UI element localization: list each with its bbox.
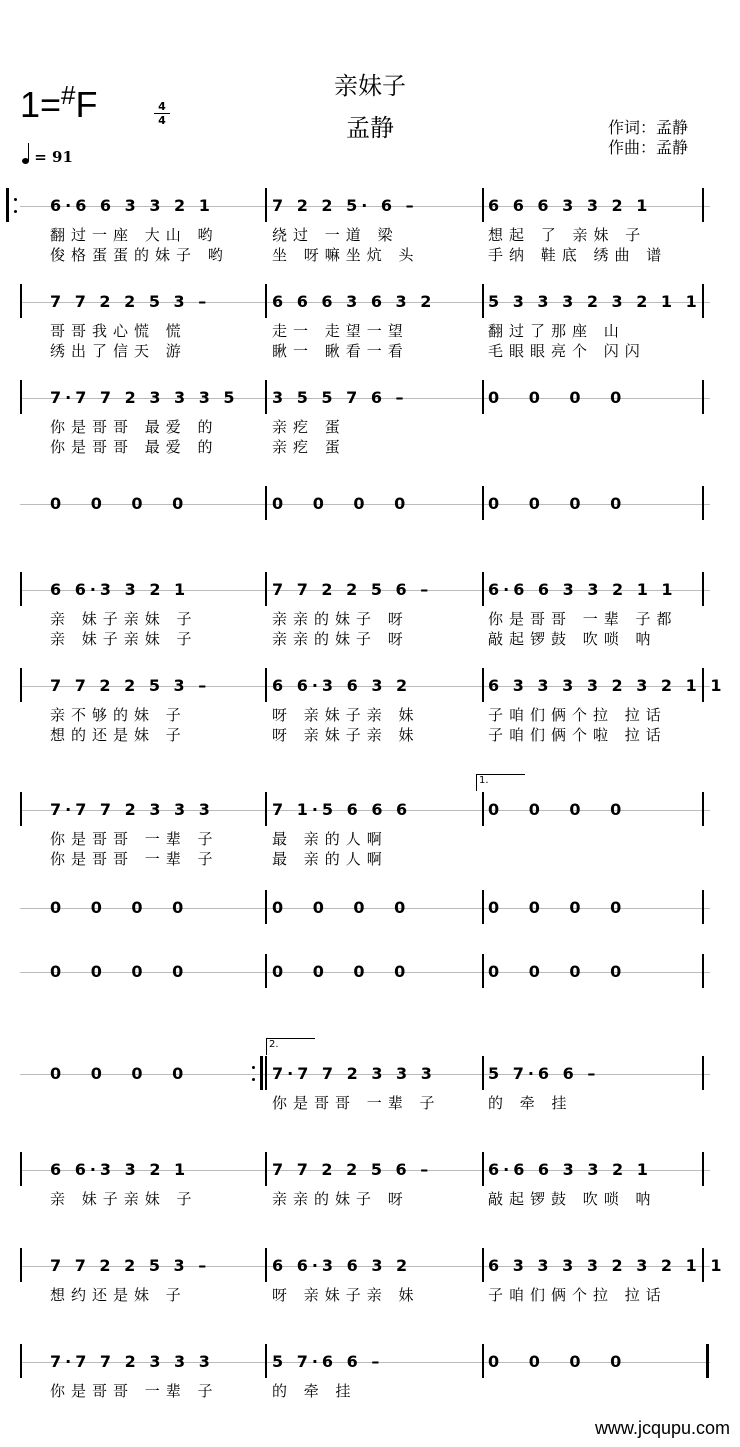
bar-line <box>265 1344 267 1378</box>
bar-line <box>702 890 704 924</box>
lyric-line: 最 亲的人啊 <box>272 830 388 848</box>
lyric-line: 俊格蛋蛋的妹子 哟 <box>50 246 229 264</box>
bar-line <box>265 572 267 606</box>
lyric-line: 亲亲的妹子 呀 <box>272 630 409 648</box>
lyric-line: 敲起锣鼓 吹唢 呐 <box>488 1190 657 1208</box>
lyric-line: 想约还是妹 子 <box>50 1286 187 1304</box>
measure-notes: 6 6·3 3 2 1 <box>50 1160 190 1179</box>
measure-notes: 0 0 0 0 <box>488 800 622 819</box>
lyric-line: 你是哥哥 一辈 子 <box>50 850 219 868</box>
measure-notes: 7 7 2 2 5 3 – <box>50 1256 211 1275</box>
measure-notes: 0 0 0 0 <box>488 962 622 981</box>
repeat-dot <box>14 198 17 201</box>
measure-notes: 0 0 0 0 <box>50 1064 184 1083</box>
lyric-line: 翻过了那座 山 <box>488 322 625 340</box>
bar-line <box>702 1152 704 1186</box>
repeat-dot <box>252 1066 255 1069</box>
tempo-marking: = 91 <box>22 148 73 166</box>
bar-line <box>702 284 704 318</box>
lyric-line: 想的还是妹 子 <box>50 726 187 744</box>
key-signature: 1=#F <box>20 80 98 125</box>
bar-line <box>482 668 484 702</box>
bar-line <box>482 380 484 414</box>
lyric-line: 手纳 鞋底 绣曲 谱 <box>488 246 668 264</box>
bar-line <box>265 954 267 988</box>
measure-notes: 7 2 2 5· 6 – <box>272 196 418 215</box>
bar-line <box>702 188 704 222</box>
bar-line <box>265 188 267 222</box>
lyric-line: 瞅一 瞅看一看 <box>272 342 409 360</box>
lyric-line: 敲起锣鼓 吹唢 呐 <box>488 630 657 648</box>
lyric-line: 呀 亲妹子亲 妹 <box>272 1286 420 1304</box>
lyric-line: 翻过一座 大山 哟 <box>50 226 219 244</box>
lyric-line: 你是哥哥 最爱 的 <box>50 418 219 436</box>
bar-line <box>20 1152 22 1186</box>
lyric-line: 亲不够的妹 子 <box>50 706 187 724</box>
bar-line <box>702 1056 704 1090</box>
lyric-line: 的 牵 挂 <box>272 1382 357 1400</box>
bar-line <box>265 1152 267 1186</box>
measure-notes: 6·6 6 3 3 2 1 1 <box>488 580 677 599</box>
lyricist: 作词：孟静 <box>608 118 689 137</box>
bar-line <box>482 188 484 222</box>
lyric-line: 子咱们俩个啦 拉话 <box>488 726 667 744</box>
measure-notes: 7 7 2 2 5 6 – <box>272 1160 433 1179</box>
lyric-line: 子咱们俩个拉 拉话 <box>488 1286 667 1304</box>
bar-line <box>482 284 484 318</box>
lyric-line: 你是哥哥 一辈 子 <box>272 1094 441 1112</box>
bar-line <box>265 380 267 414</box>
measure-notes: 0 0 0 0 <box>50 494 184 513</box>
measure-notes: 0 0 0 0 <box>272 962 406 981</box>
composer: 作曲：孟静 <box>608 138 689 157</box>
lyric-line: 想起 了 亲妹 子 <box>488 226 647 244</box>
credits <box>608 118 688 158</box>
bar-line <box>20 792 22 826</box>
bar-line <box>482 792 484 826</box>
lyric-line: 你是哥哥 一辈 子 <box>50 1382 219 1400</box>
measure-notes: 5 7·6 6 – <box>272 1352 384 1371</box>
measure-notes: 0 0 0 0 <box>50 962 184 981</box>
bar-line <box>482 1344 484 1378</box>
bar-line <box>265 284 267 318</box>
lyric-line: 亲 妹子亲妹 子 <box>50 1190 198 1208</box>
measure-notes: 0 0 0 0 <box>488 1352 622 1371</box>
measure-notes: 6 6·3 6 3 2 <box>272 1256 412 1275</box>
repeat-dot <box>252 1078 255 1081</box>
lyric-line: 子咱们俩个拉 拉话 <box>488 706 667 724</box>
measure-notes: 6·6 6 3 3 2 1 <box>50 196 214 215</box>
measure-notes: 7·7 7 2 3 3 3 <box>50 1352 214 1371</box>
volta-bracket: 2. <box>266 1038 315 1055</box>
measure-notes: 6 6·3 3 2 1 <box>50 580 190 599</box>
lyric-line: 毛眼眼亮个 闪闪 <box>488 342 646 360</box>
singer-name: 孟静 <box>346 114 394 142</box>
bar-line <box>482 1056 484 1090</box>
bar-line <box>702 954 704 988</box>
bar-line <box>265 890 267 924</box>
lyric-line: 绕过 一道 梁 <box>272 226 399 244</box>
website-watermark: www.jcqupu.com <box>594 1418 730 1438</box>
lyric-line: 的 牵 挂 <box>488 1094 573 1112</box>
measure-notes: 3 5 5 7 6 – <box>272 388 408 407</box>
measure-notes: 7·7 7 2 3 3 3 5 <box>50 388 239 407</box>
measure-notes: 5 7·6 6 – <box>488 1064 600 1083</box>
measure-notes: 0 0 0 0 <box>488 898 622 917</box>
lyric-line: 你是哥哥 最爱 的 <box>50 438 219 456</box>
measure-notes: 6 3 3 3 3 2 3 2 1 1 <box>488 676 726 695</box>
lyric-line: 亲疙 蛋 <box>272 438 346 456</box>
measure-notes: 7 7 2 2 5 3 – <box>50 292 211 311</box>
lyric-line: 亲亲的妹子 呀 <box>272 610 409 628</box>
bar-line <box>20 1248 22 1282</box>
measure-notes: 7 1·5 6 6 6 <box>272 800 412 819</box>
bar-line <box>265 668 267 702</box>
quarter-note-icon <box>22 158 29 164</box>
lyric-line: 走一 走望一望 <box>272 322 409 340</box>
measure-notes: 0 0 0 0 <box>272 898 406 917</box>
measure-notes: 7·7 7 2 3 3 3 <box>272 1064 436 1083</box>
bar-line <box>265 486 267 520</box>
lyric-line: 呀 亲妹子亲 妹 <box>272 726 420 744</box>
repeat-dot <box>14 210 17 213</box>
time-signature: 4 4 <box>154 100 170 127</box>
measure-notes: 7·7 7 2 3 3 3 <box>50 800 214 819</box>
bar-line <box>20 668 22 702</box>
measure-notes: 0 0 0 0 <box>488 494 622 513</box>
measure-notes: 6 6 6 3 6 3 2 <box>272 292 436 311</box>
measure-notes: 0 0 0 0 <box>272 494 406 513</box>
measure-notes: 6 6 6 3 3 2 1 <box>488 196 652 215</box>
bar-line <box>20 572 22 606</box>
bar-line <box>482 954 484 988</box>
song-title: 亲妹子 <box>334 72 406 100</box>
lyric-line: 坐 呀嘛坐炕 头 <box>272 246 420 264</box>
measure-notes: 7 7 2 2 5 6 – <box>272 580 433 599</box>
bar-line <box>20 1344 22 1378</box>
bar-line <box>482 572 484 606</box>
repeat-start-bar <box>6 188 9 222</box>
lyric-line: 绣出了信天 游 <box>50 342 187 360</box>
bar-line <box>706 1344 709 1378</box>
bar-line <box>482 486 484 520</box>
lyric-line: 亲亲的妹子 呀 <box>272 1190 409 1208</box>
measure-notes: 7 7 2 2 5 3 – <box>50 676 211 695</box>
lyric-line: 你是哥哥 一辈 子都 <box>488 610 678 628</box>
repeat-end-bar <box>260 1056 263 1090</box>
bar-line <box>702 792 704 826</box>
lyric-line: 哥哥我心慌 慌 <box>50 322 187 340</box>
bar-line <box>482 1152 484 1186</box>
lyric-line: 最 亲的人啊 <box>272 850 388 868</box>
volta-bracket: 1. <box>476 774 525 791</box>
bar-line <box>482 1248 484 1282</box>
measure-notes: 6·6 6 3 3 2 1 <box>488 1160 652 1179</box>
measure-notes: 5 3 3 3 2 3 2 1 1 <box>488 292 701 311</box>
measure-notes: 0 0 0 0 <box>488 388 622 407</box>
lyric-line: 呀 亲妹子亲 妹 <box>272 706 420 724</box>
bar-line <box>20 380 22 414</box>
bar-line <box>482 890 484 924</box>
bar-line <box>265 792 267 826</box>
bar-line <box>265 1248 267 1282</box>
bar-line <box>20 284 22 318</box>
lyric-line: 亲疙 蛋 <box>272 418 346 436</box>
bar-line <box>702 572 704 606</box>
lyric-line: 亲 妹子亲妹 子 <box>50 630 198 648</box>
measure-notes: 6 6·3 6 3 2 <box>272 676 412 695</box>
bar-line <box>702 380 704 414</box>
bar-line <box>702 486 704 520</box>
lyric-line: 你是哥哥 一辈 子 <box>50 830 219 848</box>
bar-line <box>265 1056 267 1090</box>
measure-notes: 6 3 3 3 3 2 3 2 1 1 <box>488 1256 726 1275</box>
measure-notes: 0 0 0 0 <box>50 898 184 917</box>
lyric-line: 亲 妹子亲妹 子 <box>50 610 198 628</box>
